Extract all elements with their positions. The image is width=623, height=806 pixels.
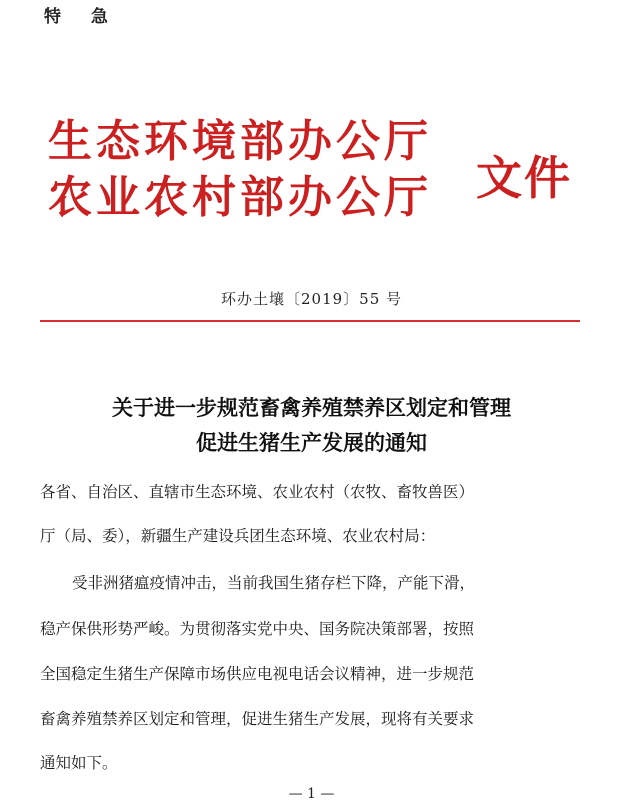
urgency-label: 特 急	[44, 7, 120, 27]
document-number: 环办土壤〔2019〕55 号	[220, 290, 403, 308]
body-line: 通知如下。	[40, 754, 118, 772]
page-number: — 1 —	[288, 786, 335, 802]
red-divider-rule	[40, 320, 580, 322]
document-type-label: 文件	[476, 151, 572, 205]
issuer-line-2: 农业农村部办公厅	[48, 172, 432, 223]
body-line: 畜禽养殖禁养区划定和管理，促进生猪生产发展，现将有关要求	[40, 710, 475, 728]
body-line: 受非洲猪瘟疫情冲击，当前我国生猪存栏下降，产能下滑，	[72, 574, 476, 592]
notice-title-line-1: 关于进一步规范畜禽养殖禁养区划定和管理	[112, 396, 511, 420]
notice-title-line-2: 促进生猪生产发展的通知	[196, 431, 427, 455]
body-line: 稳产保供形势严峻。为贯彻落实党中央、国务院决策部署，按照	[40, 620, 475, 638]
body-line: 厅（局、委），新疆生产建设兵团生态环境、农业农村局：	[40, 527, 436, 545]
body-line: 全国稳定生猪生产保障市场供应电视电话会议精神，进一步规范	[40, 665, 475, 683]
body-line: 各省、自治区、直辖市生态环境、农业农村（农牧、畜牧兽医）	[40, 483, 475, 501]
issuer-line-1: 生态环境部办公厅	[48, 116, 432, 167]
